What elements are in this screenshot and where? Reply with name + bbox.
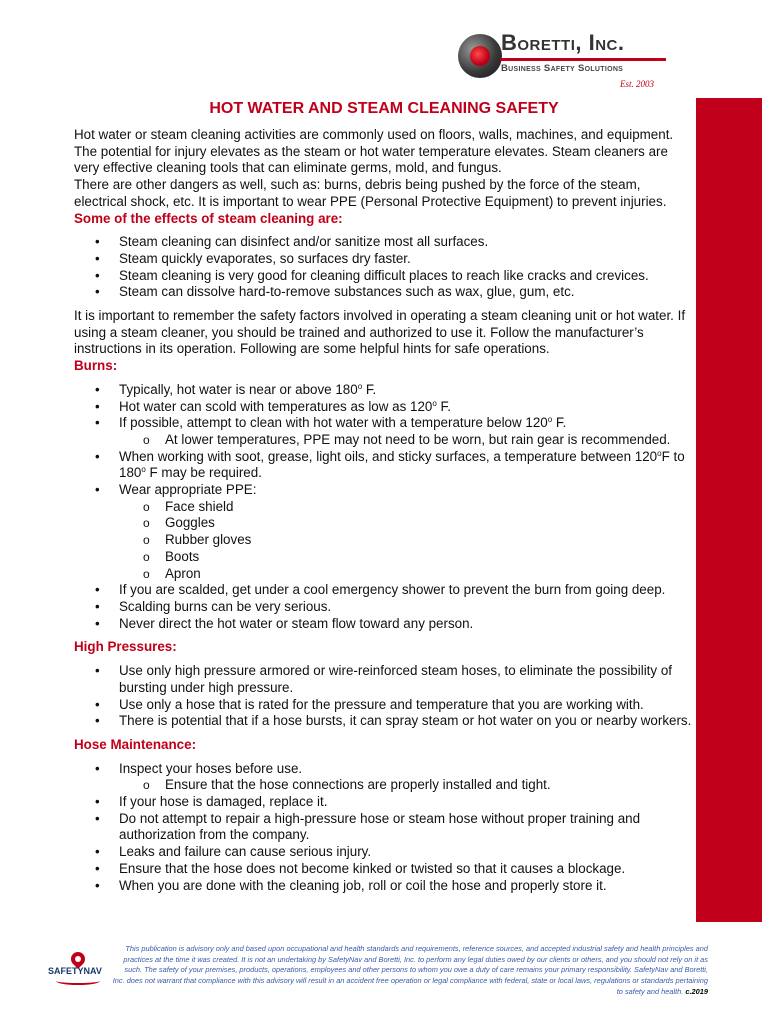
sub-list-item: o At lower temperatures, PPE may not need to be worn, but rain gear is recommended.	[119, 432, 694, 449]
list-item: • Never direct the hot water or steam flow toward any person.	[74, 616, 694, 633]
safetynav-logo	[48, 952, 108, 984]
copyright: c.2019	[685, 986, 708, 996]
pressures-heading: High Pressures:	[74, 639, 177, 655]
logo-tagline: Business Safety Solutions	[501, 63, 624, 74]
list-item: • Steam cleaning is very good for cleaning difficult places to reach like cracks and crevices.	[74, 268, 694, 285]
sub-list-item: o Ensure that the hose connections are properly installed and tight.	[119, 777, 694, 794]
ppe-list	[119, 499, 694, 583]
effects-list	[74, 234, 694, 301]
list-item: • Steam cleaning can disinfect and/or sanitize most all surfaces.	[74, 234, 694, 251]
list-item: • Steam quickly evaporates, so surfaces dry faster.	[74, 251, 694, 268]
maintenance-list	[74, 761, 694, 895]
logo-established: Est. 2003	[620, 79, 655, 89]
list-item: • Use only a hose that is rated for the pressure and temperature that you are working with.	[74, 697, 694, 714]
logo-company-name: Boretti, Inc.	[501, 30, 625, 55]
intro-paragraph-2: There are other dangers as well, such as: burns, debris being pushed by the force of the steam, electrical shock, etc. It is important to wear PPE (Personal Protective Equipment) to prevent injuries.	[74, 177, 667, 209]
footer-disclaimer	[112, 944, 708, 998]
list-item: • Ensure that the hose does not become kinked or twisted so that it causes a blockage.	[74, 861, 694, 878]
effects-heading: Some of the effects of steam cleaning are:	[74, 210, 343, 226]
list-item: • There is potential that if a hose bursts, it can spray steam or hot water on you or nearby workers.	[74, 713, 694, 730]
page-title: HOT WATER AND STEAM CLEANING SAFETY	[209, 100, 559, 117]
list-item: • Hot water can scold with temperatures as low as 120$^o$ F.	[74, 399, 694, 416]
list-item: • Typically, hot water is near or above 180$^o$ F.	[74, 382, 694, 399]
sub-list-item: o Face shield	[119, 499, 694, 516]
sub-list-item: o Boots	[119, 549, 694, 566]
disclaimer-text: This publication is advisory only and based upon occupational and health standards and requirements, reference sources, and accepted industrial safety and health principles and practices at the time it was created. It is not an undertaking by SafetyNav and Boretti, Inc. to perform any legal duties owed by our clients or others, and you should not rely on it as such. The safety of your premises, products, operations, employees and other persons to whom you owe a duty of care remains your primary responsibility. SafetyNav and Boretti, Inc. does not warrant that compliance with this advisory will result in an accident free operation or legal compliance with federal, state or local laws, regulations or standards pertaining to safety and health.	[112, 944, 708, 996]
list-item: • Scalding burns can be very serious.	[74, 599, 694, 616]
list-item: • If your hose is damaged, replace it.	[74, 794, 694, 811]
document-body	[74, 127, 694, 894]
swoosh-icon	[56, 977, 100, 985]
list-item: • Inspect your hoses before use. o Ensure that the hose connections are properly installed and tight.	[74, 761, 694, 794]
sub-list-item: o Apron	[119, 566, 694, 583]
list-item: • If you are scalded, get under a cool emergency shower to prevent the burn from going deep.	[74, 582, 694, 599]
side-accent-bar	[696, 98, 762, 922]
burns-list	[74, 382, 694, 633]
list-item: • Steam can dissolve hard-to-remove substances such as wax, glue, gum, etc.	[74, 284, 694, 301]
pressures-list	[74, 663, 694, 730]
maintenance-heading: Hose Maintenance:	[74, 736, 197, 752]
safetynav-logo-text: SAFETYNAV	[48, 966, 102, 976]
safety-paragraph: It is important to remember the safety factors involved in operating a steam cleaning unit or hot water. If using a steam cleaner, you should be trained and authorized to use it. Follow the manufacturer’s instructions in its operation. Following are some helpful hints for safe operations.	[74, 308, 686, 357]
intro-paragraph-1: Hot water or steam cleaning activities are commonly used on floors, walls, machines, and equipment. The potential for injury elevates as the steam or hot water temperature elevates. Steam cleaners are very effective cleaning tools that can eliminate germs, mold, and fungus.	[74, 127, 674, 176]
list-item: • If possible, attempt to clean with hot water with a temperature below 120$^o$ F. o At lower temperatures, PPE may not need to be worn, but rain gear is recommended.	[74, 415, 694, 448]
list-item: • When you are done with the cleaning job, roll or coil the hose and properly store it.	[74, 878, 694, 895]
list-item: • Use only high pressure armored or wire-reinforced steam hoses, to eliminate the possibility of bursting under high pressure.	[74, 663, 694, 696]
list-item: • When working with soot, grease, light oils, and sticky surfaces, a temperature between 120$^o$F to 180$^o$ F may be required.	[74, 449, 694, 482]
list-item: • Do not attempt to repair a high-pressure hose or steam hose without proper training and authorization from the company.	[74, 811, 694, 844]
logo-divider	[500, 58, 666, 61]
list-item: • Leaks and failure can cause serious injury.	[74, 844, 694, 861]
list-item: • Wear appropriate PPE: o Face shield o Goggles o Rubber gloves o Boots o Apron	[74, 482, 694, 582]
burns-heading: Burns:	[74, 358, 118, 374]
sub-list-item: o Goggles	[119, 515, 694, 532]
sub-list-item: o Rubber gloves	[119, 532, 694, 549]
company-logo	[458, 30, 673, 92]
logo-sphere-icon	[458, 34, 502, 78]
